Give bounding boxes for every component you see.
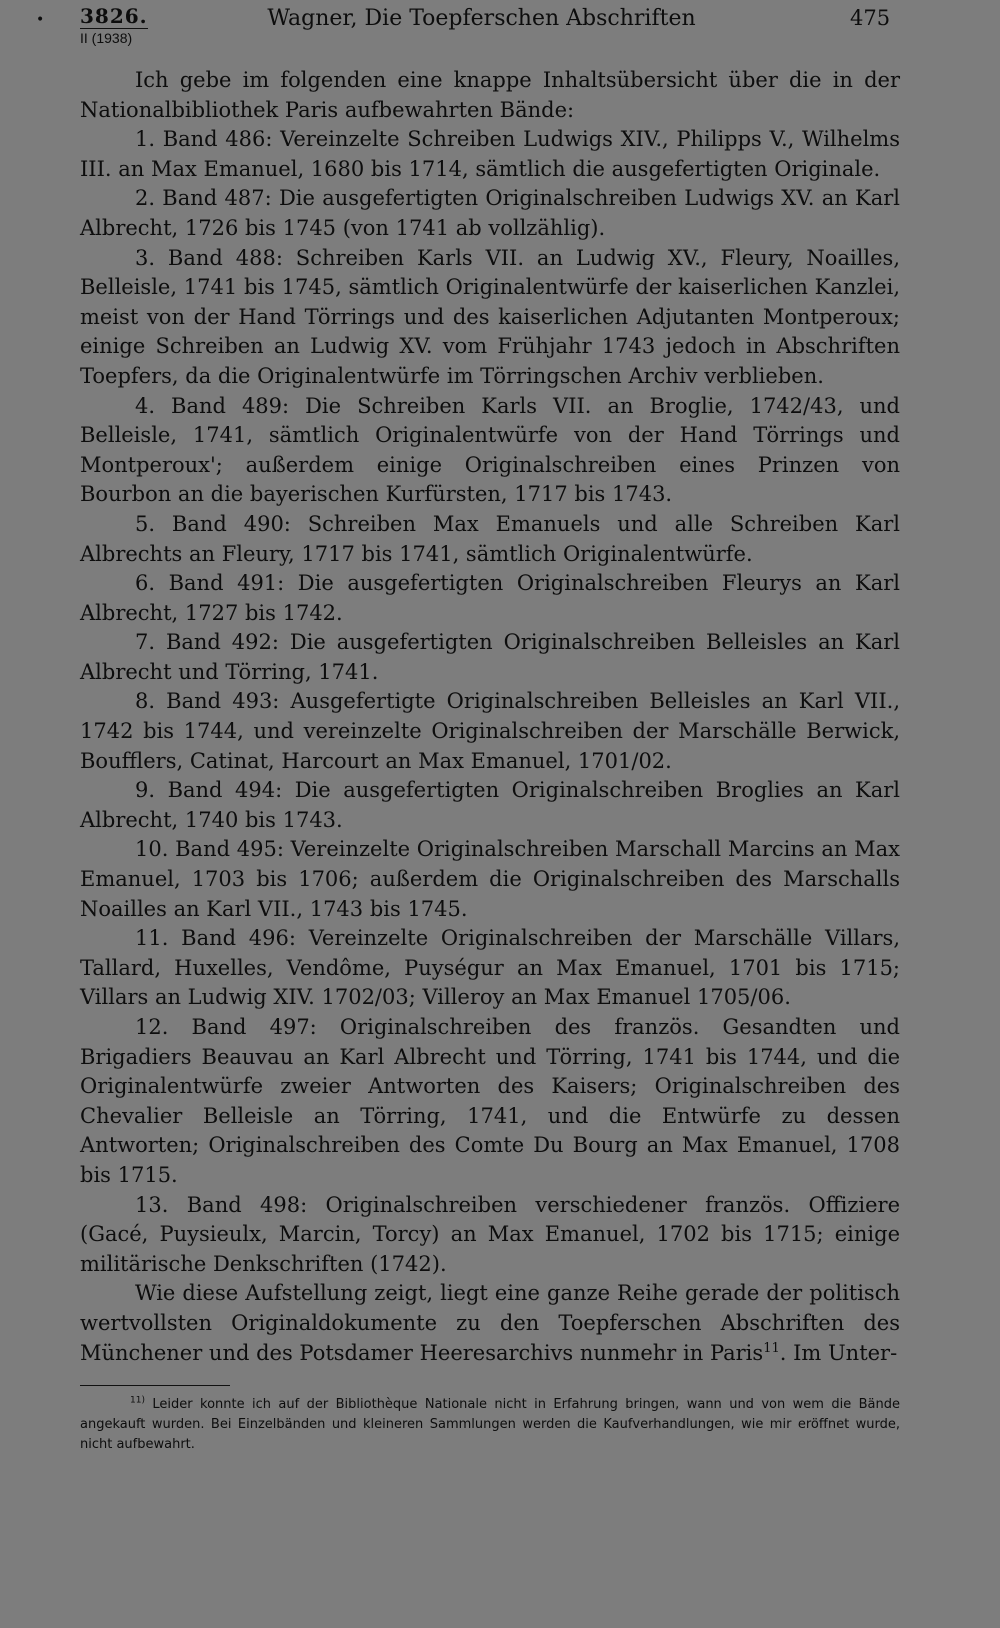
footnote-reference: 11	[763, 1340, 780, 1356]
document-number: 3826.	[80, 4, 148, 28]
closing-trailing: . Im Unter-	[779, 1340, 898, 1365]
list-item: 11. Band 496: Vereinzelte Originalschreiben der Marschälle Villars, Tallard, Huxelles, Vendôme, Puységur an Max Emanuel, 1701 bis 1715; Villars an Ludwig XIV. 1702/03; Villeroy an Max Emanuel 1705/06.	[80, 926, 900, 1010]
body-text	[80, 66, 900, 1368]
list-item: 5. Band 490: Schreiben Max Emanuels und alle Schreiben Karl Albrechts an Fleury, 1717 bis 1741, sämtlich Originalentwürfe.	[80, 511, 900, 566]
volume-label: II (1938)	[80, 30, 133, 46]
list-item: 7. Band 492: Die ausgefertigten Originalschreiben Belleisles an Karl Albrecht und Törring, 1741.	[80, 630, 900, 684]
list-item: 2. Band 487: Die ausgefertigten Originalschreiben Ludwigs XV. an Karl Albrecht, 1726 bis 1745 (von 1741 ab vollzählig).	[80, 186, 900, 240]
running-title: Wagner, Die Toepferschen Abschriften	[267, 6, 696, 31]
page-number: 475	[850, 6, 891, 30]
footnote	[80, 1395, 900, 1455]
footnote-text: Leider konnte ich auf der Bibliothèque Nationale nicht in Erfahrung bringen, wann und von wem die Bände angekauft wurden. Bei Einzelbänden und kleineren Sammlungen werden die Kaufverhandlungen, wie mir eröffnet wurde, nicht aufbewahrt.	[80, 1397, 900, 1452]
closing-paragraph	[80, 1279, 900, 1368]
list-item: 8. Band 493: Ausgefertigte Originalschreiben Belleisles an Karl VII., 1742 bis 1744, und vereinzelte Originalschreiben der Marschälle Berwick, Boufflers, Catinat, Harcourt an Max Emanuel, 1701/02.	[80, 689, 900, 773]
list-item: 9. Band 494: Die ausgefertigten Originalschreiben Broglies an Karl Albrecht, 1740 bis 1743.	[80, 778, 900, 832]
footnote-marker: 11)	[130, 1395, 145, 1406]
list-item: 4. Band 489: Die Schreiben Karls VII. an Broglie, 1742/43, und Belleisle, 1741, sämtlich Originalentwürfe von der Hand Törrings und Montperoux'; außerdem einige Originalschreiben eines Prinzen von Bourbon an die bayerischen Kurfürsten, 1717 bis 1743.	[80, 393, 900, 507]
footnote-rule	[80, 1385, 230, 1386]
intro-paragraph: Ich gebe im folgenden eine knappe Inhaltsübersicht über die in der Nationalbibliothek Paris aufbewahrten Bände:	[80, 68, 900, 122]
closing-text: Wie diese Aufstellung zeigt, liegt eine ganze Reihe gerade der politisch wertvollsten Originaldokumente zu den Toepferschen Abschriften des Münchener und des Potsdamer Heeresarchivs nunmehr in Paris	[80, 1281, 900, 1365]
list-item: 10. Band 495: Vereinzelte Originalschreiben Marschall Marcins an Max Emanuel, 1703 bis 1706; außerdem die Originalschreiben des Marschalls Noailles an Karl VII., 1743 bis 1745.	[80, 837, 900, 921]
list-item: 13. Band 498: Originalschreiben verschiedener französ. Offiziere (Gacé, Puysieulx, Marcin, Torcy) an Max Emanuel, 1702 bis 1715; einige militärische Denkschriften (1742).	[80, 1192, 900, 1276]
list-item: 6. Band 491: Die ausgefertigten Originalschreiben Fleurys an Karl Albrecht, 1727 bis 1742.	[80, 571, 900, 625]
list-item: 3. Band 488: Schreiben Karls VII. an Ludwig XV., Fleury, Noailles, Belleisle, 1741 bis 1745, sämtlich Originalentwürfe der kaiserlichen Kanzlei, meist von der Hand Törrings und des kaiserlichen Adjutanten Montperoux; einige Schreiben an Ludwig XV. vom Frühjahr 1743 jedoch in Abschriften Toepfers, da die Originalentwürfe im Törringschen Archiv verblieben.	[80, 245, 900, 388]
margin-dot: •	[36, 12, 45, 28]
list-item: 12. Band 497: Originalschreiben des französ. Gesandten und Brigadiers Beauvau an Karl Albrecht und Törring, 1741 bis 1744, und die Originalentwürfe zweier Antworten des Kaisers; Originalschreiben des Chevalier Belleisle an Törring, 1741, und die Entwürfe zu dessen Antworten; Originalschreiben des Comte Du Bourg an Max Emanuel, 1708 bis 1715.	[80, 1015, 900, 1187]
list-item: 1. Band 486: Vereinzelte Schreiben Ludwigs XIV., Philipps V., Wilhelms III. an Max Emanuel, 1680 bis 1714, sämtlich die ausgefertigten Originale.	[80, 127, 900, 181]
